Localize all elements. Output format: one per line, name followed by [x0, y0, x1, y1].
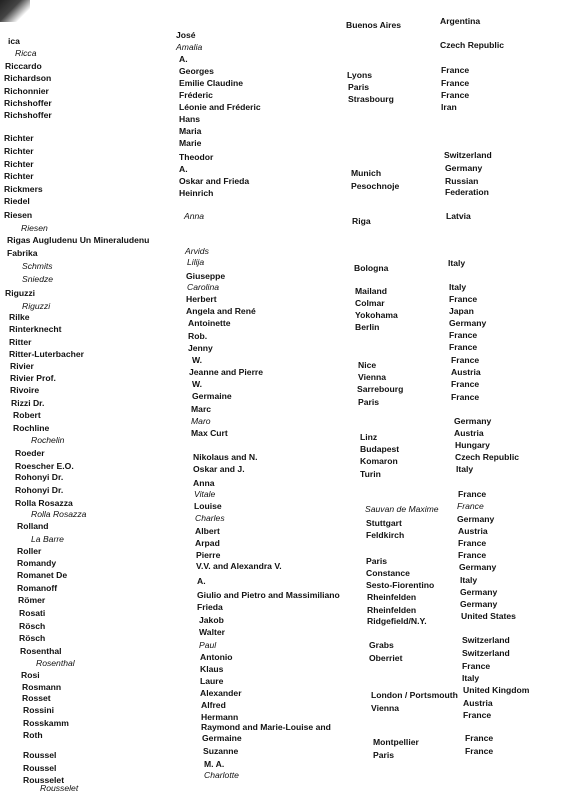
surname-entry: Robert	[13, 410, 41, 420]
countrie-entry: France	[462, 661, 491, 671]
countrie-entry: United States	[461, 611, 516, 621]
firstname-entry: Jenny	[188, 343, 213, 353]
countrie-entry: Italy	[462, 673, 480, 683]
firstname-entry: Rob.	[188, 331, 208, 341]
firstname-entry: Arpad	[195, 538, 220, 548]
countrie-entry: France	[449, 330, 478, 340]
firstname-entry: Klaus	[200, 664, 224, 674]
firstname-entry: Max Curt	[191, 428, 228, 438]
surname-entry: ica	[8, 36, 20, 46]
citie-entry: Sesto-Fiorentino	[366, 580, 435, 590]
countrie-entry: Japan	[449, 306, 474, 316]
countrie-entry: France	[451, 355, 480, 365]
countrie-entry: France	[458, 550, 487, 560]
firstname-entry: Charles	[195, 513, 225, 523]
surname-entry: Rosenthal	[20, 646, 62, 656]
countrie-entry: France	[463, 710, 492, 720]
surname-entry: Rosmann	[22, 682, 62, 692]
surname-entry: Rochline	[13, 423, 50, 433]
countrie-entry: Italy	[449, 282, 467, 292]
firstname-entry: Jeanne and Pierre	[189, 367, 264, 377]
countrie-entry: Hungary	[455, 440, 490, 450]
surname-entry: Romanoff	[17, 583, 58, 593]
countrie-entry: Switzerland	[444, 150, 492, 160]
surname-entry: Rigas Augludenu Un Mineraludenu	[7, 235, 150, 245]
firstname-entry: José	[176, 30, 196, 40]
firstname-entry: Suzanne	[203, 746, 239, 756]
firstname-entry: Amalia	[176, 42, 203, 52]
citie-entry: London / Portsmouth	[371, 690, 458, 700]
countrie-entry: Austria	[458, 526, 488, 536]
surname-entry: Rosati	[19, 608, 46, 618]
surname-entry: La Barre	[31, 534, 64, 544]
surname-entry: Rosset	[22, 693, 51, 703]
firstname-entry: Albert	[195, 526, 220, 536]
surname-entry: Rousselet	[23, 775, 65, 785]
citie-entry: Turin	[360, 469, 381, 479]
citie-entry: Stuttgart	[366, 518, 402, 528]
surname-entry: Rosskamm	[23, 718, 69, 728]
surname-entry: Richter	[4, 159, 34, 169]
countrie-entry: France	[441, 65, 470, 75]
citie-entry: Lyons	[347, 70, 372, 80]
citie-entry: Feldkirch	[366, 530, 405, 540]
firstname-entry: Frieda	[197, 602, 223, 612]
surname-entry: Rohonyi Dr.	[15, 472, 64, 482]
firstname-entry: Raymond and Marie-Louise and	[201, 722, 331, 732]
surname-entry: Rickmers	[4, 184, 43, 194]
firstname-entry: Oskar and Frieda	[179, 176, 250, 186]
surname-entry: Rossini	[23, 705, 55, 715]
firstname-entry: Giuseppe	[186, 271, 226, 281]
citie-entry: Vienna	[371, 703, 400, 713]
surname-entry: Richshoffer	[4, 110, 52, 120]
surname-entry: Riedel	[4, 196, 30, 206]
surname-entry: Ritter	[9, 337, 32, 347]
firstname-entry: Anna	[193, 478, 215, 488]
citie-entry: Vienna	[358, 372, 387, 382]
countrie-entry: Italy	[456, 464, 474, 474]
firstname-entry: Fréderic	[179, 90, 213, 100]
citie-entry: Berlin	[355, 322, 380, 332]
firstname-entry: Carolina	[187, 282, 220, 292]
firstname-entry: Laure	[200, 676, 224, 686]
countrie-entry: Germany	[459, 562, 497, 572]
citie-entry: Mailand	[355, 286, 387, 296]
surname-entry: Rolla Rosazza	[15, 498, 73, 508]
firstname-entry: Jakob	[199, 615, 224, 625]
countrie-entry: Switzerland	[462, 635, 510, 645]
surname-entry: Rosenthal	[36, 658, 75, 668]
countrie-entry: Germany	[460, 587, 498, 597]
surname-entry: Rivier	[10, 361, 34, 371]
countrie-entry: Argentina	[440, 16, 481, 26]
firstname-entry: Antoinette	[188, 318, 231, 328]
citie-entry: Montpellier	[373, 737, 419, 747]
citie-entry: Riga	[352, 216, 371, 226]
citie-entry: Grabs	[369, 640, 394, 650]
surname-entry: Roth	[23, 730, 43, 740]
firstname-entry: Emilie Claudine	[179, 78, 243, 88]
citie-entry: Budapest	[360, 444, 400, 454]
countrie-entry: France	[465, 733, 494, 743]
surname-entry: Roeder	[15, 448, 45, 458]
firstname-entry: Alexander	[200, 688, 242, 698]
firstname-entry: Arvids	[185, 246, 209, 256]
scan-corner-mark	[0, 0, 30, 22]
firstname-entry: Walter	[199, 627, 225, 637]
countrie-entry: Russian	[445, 176, 479, 186]
countrie-entry: United Kingdom	[463, 685, 530, 695]
countrie-entry: Italy	[448, 258, 466, 268]
firstname-entry: A.	[197, 576, 206, 586]
surname-entry: Riguzzi	[22, 301, 51, 311]
countrie-entry: Austria	[454, 428, 484, 438]
surname-entry: Riguzzi	[5, 288, 36, 298]
firstname-entry: A.	[179, 54, 188, 64]
countrie-entry: France	[451, 379, 480, 389]
citie-entry: Paris	[373, 750, 395, 760]
surname-entry: Rochelin	[31, 435, 65, 445]
firstname-entry: Marc	[191, 404, 212, 414]
firstname-entry: Nikolaus and N.	[193, 452, 258, 462]
countrie-entry: Austria	[463, 698, 493, 708]
citie-entry: Buenos Aires	[346, 20, 402, 30]
citie-entry: Sarrebourg	[357, 384, 404, 394]
firstname-entry: Paul	[199, 640, 217, 650]
countrie-entry: Italy	[460, 575, 478, 585]
firstname-entry: Louise	[194, 501, 222, 511]
countrie-entry: Federation	[445, 187, 489, 197]
firstname-entry: W.	[192, 379, 203, 389]
surname-entry: Rolland	[17, 521, 49, 531]
countrie-entry: Czech Republic	[440, 40, 504, 50]
surname-entry: Rohonyi Dr.	[15, 485, 64, 495]
surname-entry: Rösch	[19, 633, 46, 643]
surname-entry: Roussel	[23, 763, 57, 773]
firstname-entry: Angela and René	[186, 306, 256, 316]
countrie-entry: Germany	[445, 163, 483, 173]
firstname-entry: Hermann	[201, 712, 239, 722]
firstname-entry: M. A.	[204, 759, 225, 769]
countrie-entry: Germany	[449, 318, 487, 328]
surname-entry: Richonnier	[4, 86, 49, 96]
surname-entry: Riccardo	[5, 61, 42, 71]
surname-entry: Riesen	[21, 223, 48, 233]
firstname-entry: W.	[192, 355, 203, 365]
countrie-entry: Switzerland	[462, 648, 510, 658]
countrie-entry: Germany	[460, 599, 498, 609]
firstname-entry: Maria	[179, 126, 202, 136]
countrie-entry: France	[449, 342, 478, 352]
surname-entry: Rousselet	[40, 783, 79, 793]
surname-entry: Ritter-Luterbacher	[9, 349, 84, 359]
countrie-entry: France	[458, 489, 487, 499]
surname-entry: Rosi	[21, 670, 40, 680]
surname-entry: Riesen	[4, 210, 33, 220]
firstname-entry: V.V. and Alexandra V.	[196, 561, 282, 571]
surname-entry: Schmits	[22, 261, 53, 271]
surname-entry: Sniedze	[22, 274, 54, 284]
surname-entry: Rivier Prof.	[10, 373, 56, 383]
citie-entry: Linz	[360, 432, 378, 442]
surname-entry: Ricca	[15, 48, 37, 58]
surname-entry: Rösch	[19, 621, 46, 631]
firstname-entry: Heinrich	[179, 188, 214, 198]
firstname-entry: Maro	[191, 416, 211, 426]
citie-entry: Paris	[366, 556, 388, 566]
firstname-entry: Léonie and Fréderic	[179, 102, 261, 112]
countrie-entry: France	[441, 90, 470, 100]
citie-entry: Colmar	[355, 298, 385, 308]
firstname-entry: Herbert	[186, 294, 217, 304]
citie-entry: Oberriet	[369, 653, 403, 663]
firstname-entry: Germaine	[202, 733, 242, 743]
citie-entry: Pesochnoje	[351, 181, 400, 191]
citie-entry: Rheinfelden	[367, 605, 417, 615]
citie-entry: Sauvan de Maxime	[365, 504, 439, 514]
citie-entry: Ridgefield/N.Y.	[367, 616, 427, 626]
surname-entry: Rivoire	[10, 385, 40, 395]
firstname-entry: A.	[179, 164, 188, 174]
citie-entry: Strasbourg	[348, 94, 394, 104]
countrie-entry: Germany	[454, 416, 492, 426]
citie-entry: Constance	[366, 568, 410, 578]
citie-entry: Munich	[351, 168, 382, 178]
surname-entry: Richshoffer	[4, 98, 52, 108]
countrie-entry: France	[449, 294, 478, 304]
firstname-entry: Antonio	[200, 652, 233, 662]
surname-entry: Richter	[4, 133, 34, 143]
surname-entry: Roescher E.O.	[15, 461, 74, 471]
citie-entry: Nice	[358, 360, 377, 370]
countrie-entry: France	[465, 746, 494, 756]
surname-entry: Rolla Rosazza	[31, 509, 87, 519]
surname-entry: Rizzi Dr.	[11, 398, 45, 408]
citie-entry: Yokohama	[355, 310, 398, 320]
firstname-entry: Georges	[179, 66, 214, 76]
surname-entry: Romandy	[17, 558, 57, 568]
citie-entry: Komaron	[360, 456, 398, 466]
countrie-entry: France	[457, 501, 484, 511]
firstname-entry: Marie	[179, 138, 202, 148]
firstname-entry: Pierre	[196, 550, 221, 560]
firstname-entry: Charlotte	[204, 770, 239, 780]
citie-entry: Rheinfelden	[367, 592, 417, 602]
firstname-entry: Hans	[179, 114, 201, 124]
surname-entry: Rinterknecht	[9, 324, 62, 334]
surname-entry: Roussel	[23, 750, 57, 760]
firstname-entry: Germaine	[192, 391, 232, 401]
countrie-entry: France	[451, 392, 480, 402]
countrie-entry: Iran	[441, 102, 457, 112]
citie-entry: Paris	[358, 397, 380, 407]
countrie-entry: Germany	[457, 514, 495, 524]
firstname-entry: Vitale	[194, 489, 216, 499]
countrie-entry: Austria	[451, 367, 481, 377]
firstname-entry: Alfred	[201, 700, 226, 710]
surname-entry: Fabrika	[7, 248, 38, 258]
citie-entry: Bologna	[354, 263, 389, 273]
countrie-entry: Czech Republic	[455, 452, 519, 462]
firstname-entry: Theodor	[179, 152, 214, 162]
surname-entry: Richter	[4, 146, 34, 156]
firstname-entry: Lilija	[187, 257, 205, 267]
countrie-entry: Latvia	[446, 211, 471, 221]
surname-entry: Römer	[18, 595, 46, 605]
surname-entry: Rilke	[9, 312, 30, 322]
firstname-entry: Anna	[184, 211, 205, 221]
surname-entry: Richardson	[4, 73, 52, 83]
citie-entry: Paris	[348, 82, 370, 92]
surname-entry: Roller	[17, 546, 42, 556]
firstname-entry: Oskar and J.	[193, 464, 245, 474]
countrie-entry: France	[458, 538, 487, 548]
countrie-entry: France	[441, 78, 470, 88]
surname-entry: Richter	[4, 171, 34, 181]
surname-entry: Romanet De	[17, 570, 68, 580]
firstname-entry: Giulio and Pietro and Massimiliano	[197, 590, 340, 600]
